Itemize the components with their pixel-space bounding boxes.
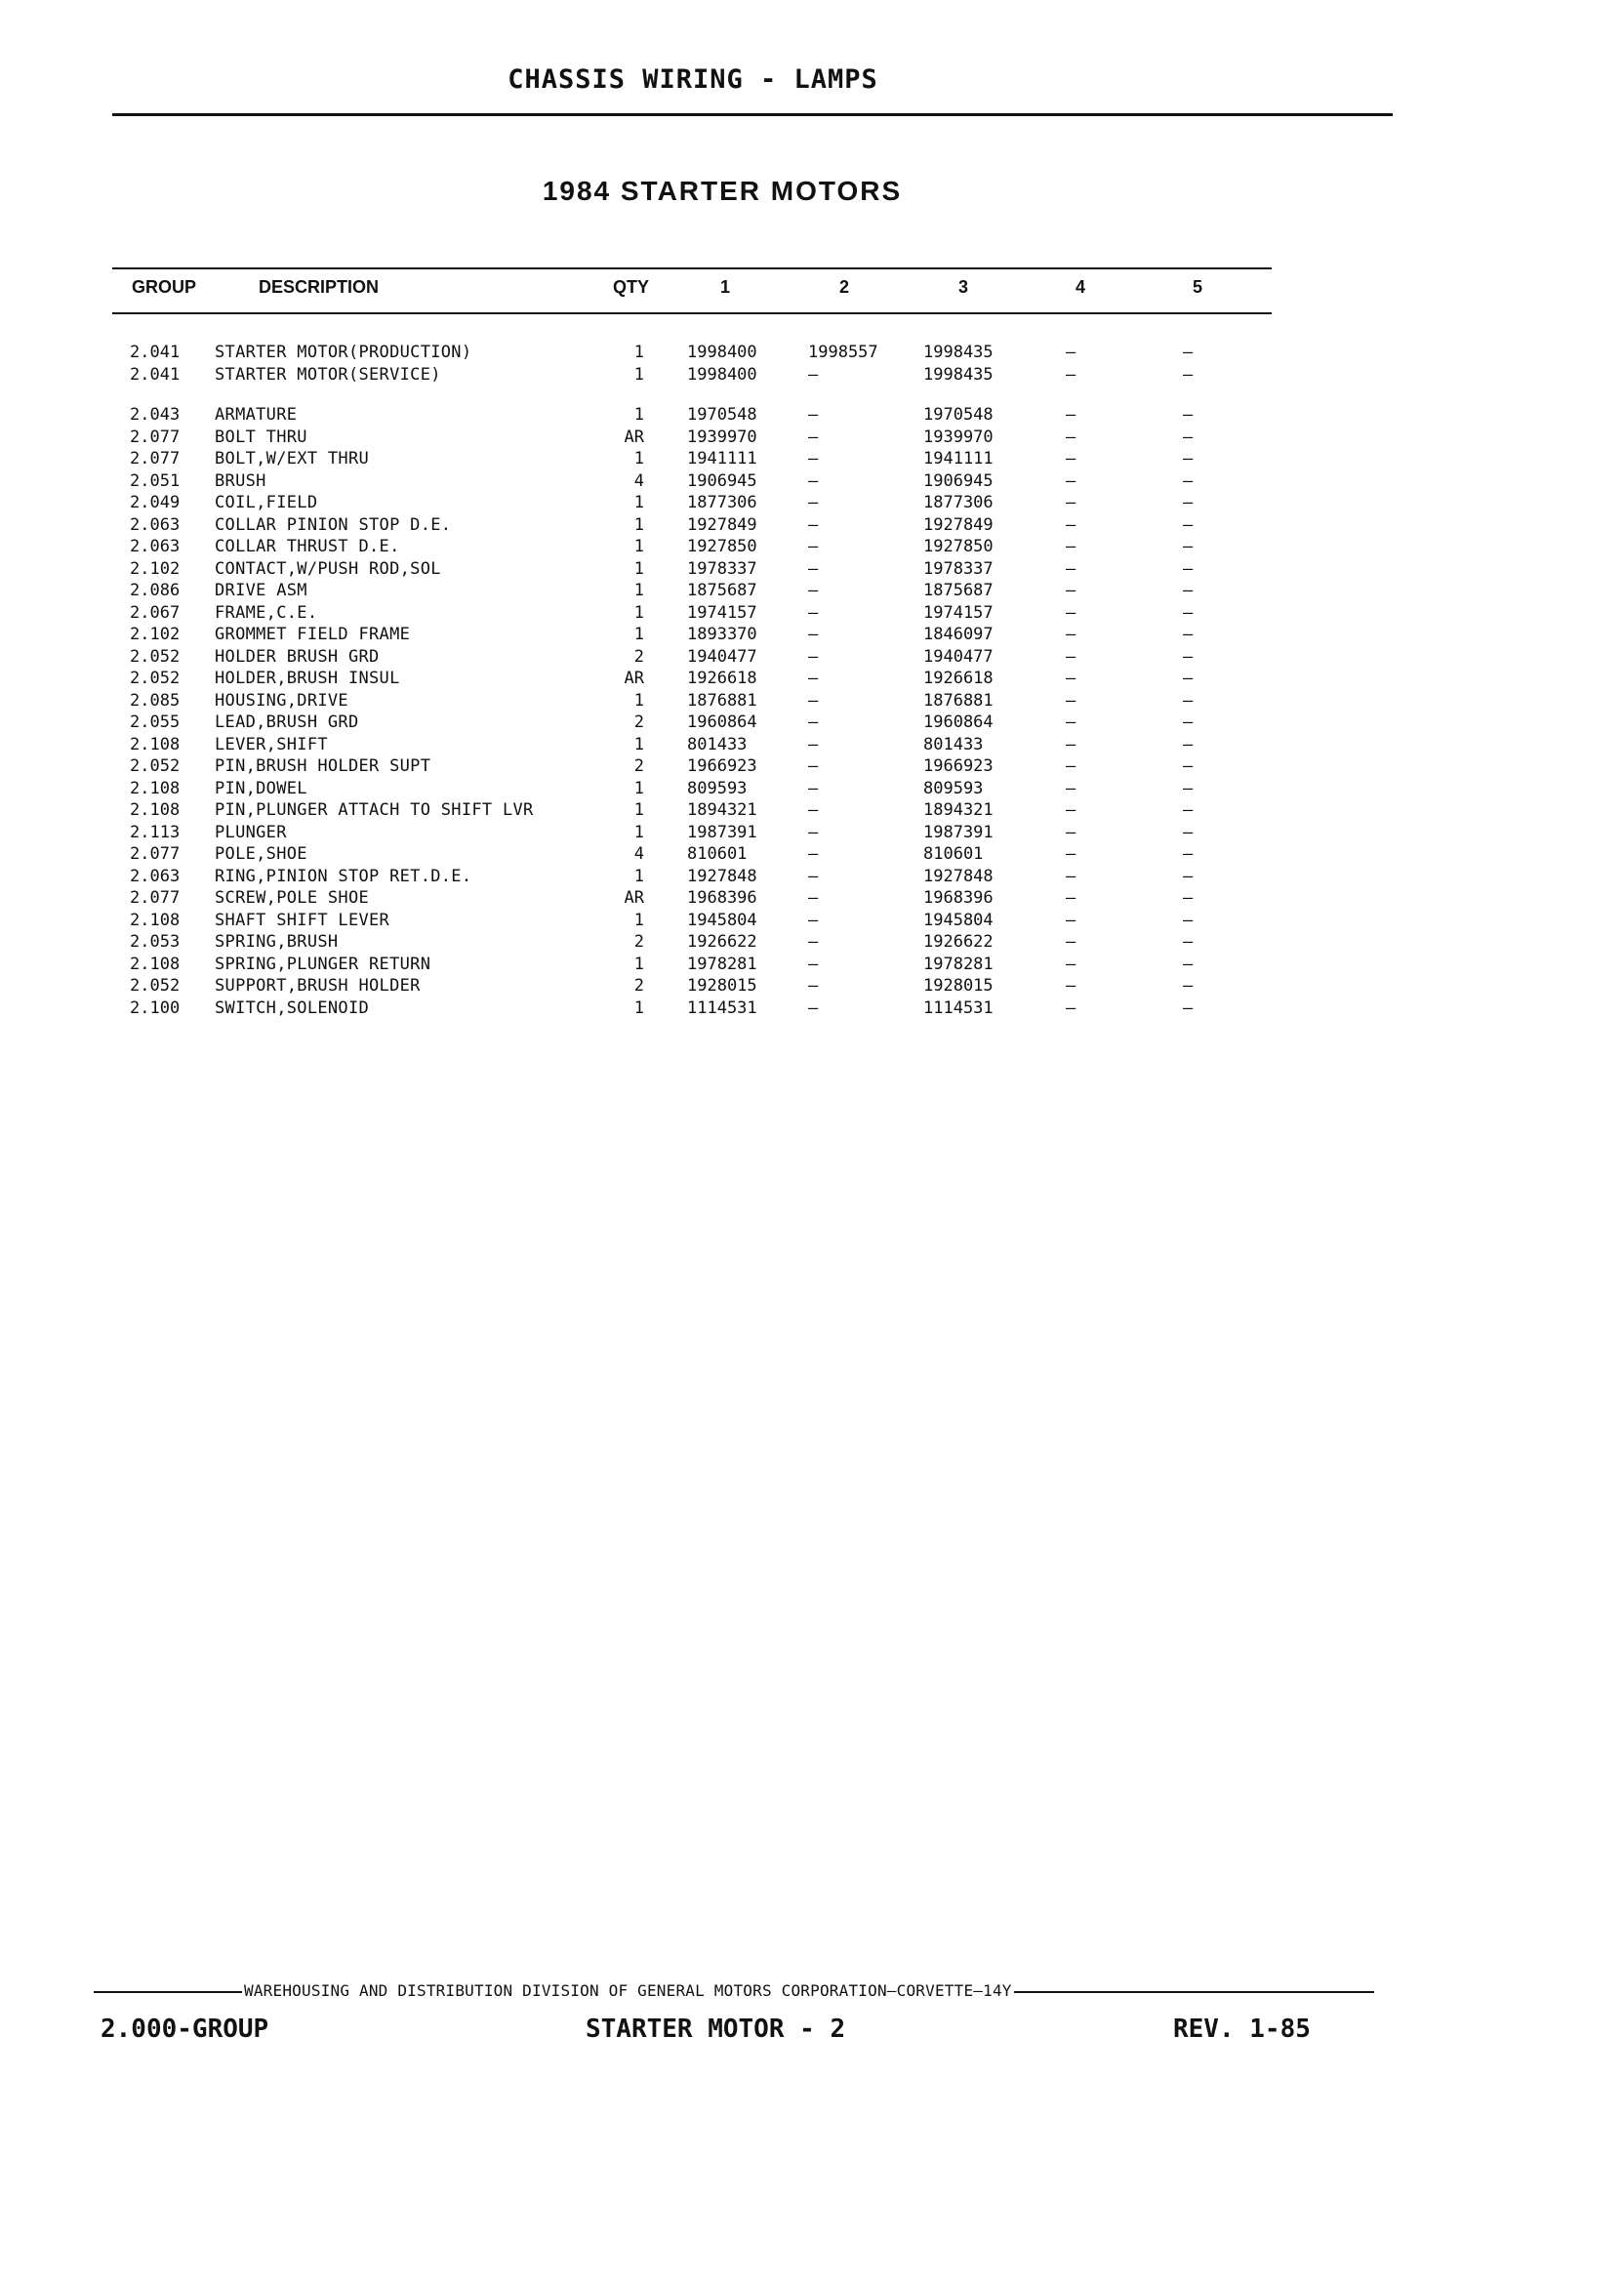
row-group: 2.053 <box>130 932 181 952</box>
row-col-3: 1927849 <box>923 514 994 535</box>
row-qty: 1 <box>633 690 644 711</box>
row-col-3: 1966923 <box>923 756 994 776</box>
row-col-4: — <box>1066 888 1076 908</box>
row-col-5: — <box>1183 602 1194 623</box>
row-qty: 1 <box>633 954 644 974</box>
row-qty: 1 <box>633 537 644 556</box>
column-header-group: GROUP <box>132 277 197 297</box>
row-description: SPRING,PLUNGER RETURN <box>215 954 431 974</box>
row-description: POLE,SHOE <box>215 844 307 864</box>
row-group: 2.041 <box>130 364 181 385</box>
column-header-5: 5 <box>1193 277 1203 297</box>
row-qty: 1 <box>633 449 644 468</box>
row-description: RING,PINION STOP RET.D.E. <box>215 866 472 886</box>
row-description: LEAD,BRUSH GRD <box>215 712 359 732</box>
row-col-1: 1940477 <box>687 646 757 667</box>
row-col-5: — <box>1183 514 1194 535</box>
row-col-3: 1928015 <box>923 976 994 996</box>
column-header-2: 2 <box>839 277 850 297</box>
row-col-3: 1877306 <box>923 493 994 512</box>
row-col-4: — <box>1066 932 1076 952</box>
row-col-4: — <box>1066 537 1076 556</box>
row-qty: 1 <box>633 800 644 820</box>
row-col-2: — <box>808 932 819 952</box>
row-col-5: — <box>1183 449 1194 468</box>
row-col-2: — <box>808 844 819 864</box>
table-row <box>0 470 1624 493</box>
row-col-4: — <box>1066 910 1076 930</box>
row-col-1: 1987391 <box>687 822 757 842</box>
row-col-2: — <box>808 646 819 667</box>
row-group: 2.052 <box>130 646 181 667</box>
row-col-1: 801433 <box>687 734 748 754</box>
row-qty: 2 <box>633 976 644 996</box>
row-col-5: — <box>1183 493 1194 512</box>
row-col-3: 1987391 <box>923 822 994 842</box>
row-qty: 1 <box>633 558 644 579</box>
row-col-5: — <box>1183 954 1194 974</box>
row-col-5: — <box>1183 690 1194 711</box>
row-col-1: 1960864 <box>687 712 757 732</box>
row-description: FRAME,C.E. <box>215 602 318 623</box>
row-col-4: — <box>1066 364 1076 385</box>
table-row <box>0 998 1624 1020</box>
row-col-1: 1893370 <box>687 625 757 644</box>
row-group: 2.077 <box>130 844 181 864</box>
row-group: 2.043 <box>130 405 181 425</box>
row-col-3: 1998435 <box>923 364 994 385</box>
row-group: 2.063 <box>130 537 181 556</box>
row-col-3: 1941111 <box>923 449 994 468</box>
table-row <box>0 536 1624 558</box>
row-col-4: — <box>1066 449 1076 468</box>
row-col-1: 809593 <box>687 778 748 798</box>
row-col-2: — <box>808 625 819 644</box>
row-col-3: 1926618 <box>923 669 994 688</box>
table-row <box>0 668 1624 690</box>
row-qty: 1 <box>633 998 644 1018</box>
column-header-qty: QTY <box>613 277 650 297</box>
row-col-3: 1926622 <box>923 932 994 952</box>
row-col-2: — <box>808 602 819 623</box>
row-col-3: 801433 <box>923 734 984 754</box>
row-col-2: — <box>808 910 819 930</box>
row-qty: 1 <box>633 514 644 535</box>
row-col-5: — <box>1183 669 1194 688</box>
row-col-4: — <box>1066 646 1076 667</box>
column-header-4: 4 <box>1076 277 1086 297</box>
footer-section-label: STARTER MOTOR - 2 <box>586 2015 846 2044</box>
row-col-3: 1945804 <box>923 910 994 930</box>
row-group: 2.108 <box>130 954 181 974</box>
row-group: 2.108 <box>130 778 181 798</box>
row-col-1: 1876881 <box>687 690 757 711</box>
row-col-1: 1978337 <box>687 558 757 579</box>
row-col-4: — <box>1066 690 1076 711</box>
row-qty: 1 <box>633 778 644 798</box>
row-description: PIN,PLUNGER ATTACH TO SHIFT LVR <box>215 800 534 820</box>
row-col-2: — <box>808 690 819 711</box>
row-col-5: — <box>1183 537 1194 556</box>
row-qty: 2 <box>633 646 644 667</box>
row-col-2: — <box>808 954 819 974</box>
row-col-5: — <box>1183 343 1194 362</box>
row-col-1: 1945804 <box>687 910 757 930</box>
row-col-5: — <box>1183 910 1194 930</box>
row-qty: 1 <box>633 625 644 644</box>
header-divider <box>112 113 1393 116</box>
row-col-5: — <box>1183 625 1194 644</box>
row-col-1: 1894321 <box>687 800 757 820</box>
row-col-2: — <box>808 712 819 732</box>
row-col-5: — <box>1183 756 1194 776</box>
row-col-1: 1968396 <box>687 888 757 908</box>
row-col-1: 1998400 <box>687 343 757 362</box>
row-col-3: 809593 <box>923 778 984 798</box>
row-description: BRUSH <box>215 470 266 491</box>
row-group: 2.108 <box>130 800 181 820</box>
row-group: 2.052 <box>130 669 181 688</box>
row-col-2: — <box>808 976 819 996</box>
row-col-3: 1927848 <box>923 866 994 886</box>
row-col-3: 1876881 <box>923 690 994 711</box>
row-col-2: — <box>808 756 819 776</box>
row-col-5: — <box>1183 888 1194 908</box>
row-col-2: — <box>808 364 819 385</box>
row-qty: 1 <box>633 734 644 754</box>
row-group: 2.063 <box>130 514 181 535</box>
row-group: 2.077 <box>130 888 181 908</box>
row-col-2: — <box>808 405 819 425</box>
table-top-rule <box>112 267 1272 269</box>
row-col-1: 1875687 <box>687 581 757 600</box>
row-description: SPRING,BRUSH <box>215 932 339 952</box>
table-row <box>0 755 1624 778</box>
table-row <box>0 799 1624 822</box>
row-col-2: — <box>808 866 819 886</box>
row-col-2: 1998557 <box>808 343 878 362</box>
row-col-4: — <box>1066 343 1076 362</box>
row-col-2: — <box>808 537 819 556</box>
row-col-2: — <box>808 734 819 754</box>
row-col-4: — <box>1066 581 1076 600</box>
row-col-5: — <box>1183 734 1194 754</box>
row-col-5: — <box>1183 932 1194 952</box>
row-description: BOLT,W/EXT THRU <box>215 449 370 468</box>
row-group: 2.077 <box>130 449 181 468</box>
row-description: SUPPORT,BRUSH HOLDER <box>215 976 421 996</box>
table-row <box>0 866 1624 888</box>
row-qty: 1 <box>633 822 644 842</box>
row-col-3: 1998435 <box>923 343 994 362</box>
row-col-3: 1974157 <box>923 602 994 623</box>
table-row <box>0 975 1624 998</box>
row-col-1: 1927850 <box>687 537 757 556</box>
table-body <box>0 342 1624 1019</box>
row-group: 2.102 <box>130 558 181 579</box>
row-description: DRIVE ASM <box>215 581 307 600</box>
row-description: PLUNGER <box>215 822 287 842</box>
row-col-5: — <box>1183 998 1194 1018</box>
column-header-3: 3 <box>958 277 969 297</box>
table-row <box>0 910 1624 932</box>
row-description: BOLT THRU <box>215 427 307 447</box>
row-group: 2.086 <box>130 581 181 600</box>
footer-division-line: WAREHOUSING AND DISTRIBUTION DIVISION OF GENERAL MOTORS CORPORATION—CORVETTE—14Y <box>244 1981 1012 2000</box>
row-col-3: 1970548 <box>923 405 994 425</box>
row-col-3: 1114531 <box>923 998 994 1018</box>
row-col-4: — <box>1066 669 1076 688</box>
row-col-1: 1978281 <box>687 954 757 974</box>
table-row <box>0 887 1624 910</box>
row-group: 2.063 <box>130 866 181 886</box>
row-description: HOLDER,BRUSH INSUL <box>215 669 400 688</box>
row-col-2: — <box>808 778 819 798</box>
row-col-1: 1941111 <box>687 449 757 468</box>
row-description: COLLAR THRUST D.E. <box>215 537 400 556</box>
row-qty: 1 <box>633 602 644 623</box>
row-col-5: — <box>1183 712 1194 732</box>
row-col-5: — <box>1183 405 1194 425</box>
row-group: 2.102 <box>130 625 181 644</box>
row-qty: 1 <box>633 581 644 600</box>
table-row <box>0 931 1624 954</box>
row-description: GROMMET FIELD FRAME <box>215 625 411 644</box>
row-group: 2.052 <box>130 756 181 776</box>
row-col-3: 1875687 <box>923 581 994 600</box>
row-col-1: 1974157 <box>687 602 757 623</box>
row-col-2: — <box>808 822 819 842</box>
row-description: PIN,BRUSH HOLDER SUPT <box>215 756 431 776</box>
row-qty: 1 <box>633 493 644 512</box>
table-row <box>0 734 1624 756</box>
row-col-5: — <box>1183 581 1194 600</box>
row-col-5: — <box>1183 822 1194 842</box>
row-col-4: — <box>1066 998 1076 1018</box>
table-row <box>0 364 1624 387</box>
row-col-1: 1966923 <box>687 756 757 776</box>
row-col-2: — <box>808 669 819 688</box>
row-col-4: — <box>1066 976 1076 996</box>
table-row <box>0 448 1624 470</box>
row-col-4: — <box>1066 514 1076 535</box>
page-title: 1984 STARTER MOTORS <box>542 176 903 206</box>
row-col-4: — <box>1066 822 1076 842</box>
row-col-4: — <box>1066 558 1076 579</box>
table-row <box>0 342 1624 364</box>
row-col-4: — <box>1066 954 1076 974</box>
row-qty: AR <box>624 888 644 908</box>
column-header-description: DESCRIPTION <box>259 277 380 297</box>
row-group: 2.108 <box>130 910 181 930</box>
table-row <box>0 822 1624 844</box>
row-qty: 4 <box>633 844 644 864</box>
row-col-1: 1114531 <box>687 998 757 1018</box>
row-col-5: — <box>1183 427 1194 447</box>
row-qty: 4 <box>633 470 644 491</box>
row-group: 2.052 <box>130 976 181 996</box>
row-qty: 1 <box>633 343 644 362</box>
table-row <box>0 646 1624 669</box>
row-col-1: 1998400 <box>687 364 757 385</box>
row-col-3: 1939970 <box>923 427 994 447</box>
row-group: 2.108 <box>130 734 181 754</box>
row-col-2: — <box>808 514 819 535</box>
row-col-1: 1928015 <box>687 976 757 996</box>
row-col-2: — <box>808 427 819 447</box>
row-col-2: — <box>808 493 819 512</box>
row-col-5: — <box>1183 778 1194 798</box>
row-col-5: — <box>1183 866 1194 886</box>
table-row <box>0 778 1624 800</box>
row-col-1: 1970548 <box>687 405 757 425</box>
row-description: LEVER,SHIFT <box>215 734 328 754</box>
row-description: HOLDER BRUSH GRD <box>215 646 380 667</box>
row-col-4: — <box>1066 493 1076 512</box>
row-col-3: 1846097 <box>923 625 994 644</box>
row-description: PIN,DOWEL <box>215 778 307 798</box>
table-header-rule <box>112 312 1272 314</box>
row-qty: 2 <box>633 932 644 952</box>
row-col-4: — <box>1066 625 1076 644</box>
row-group: 2.077 <box>130 427 181 447</box>
footer-group-label: 2.000-GROUP <box>101 2015 269 2044</box>
table-row <box>0 954 1624 976</box>
row-col-2: — <box>808 449 819 468</box>
row-qty: 1 <box>633 364 644 385</box>
row-qty: AR <box>624 427 644 447</box>
row-col-1: 810601 <box>687 844 748 864</box>
row-col-4: — <box>1066 866 1076 886</box>
row-qty: 1 <box>633 910 644 930</box>
row-col-3: 1927850 <box>923 537 994 556</box>
row-qty: AR <box>624 669 644 688</box>
row-description: HOUSING,DRIVE <box>215 690 348 711</box>
row-col-4: — <box>1066 470 1076 491</box>
row-group: 2.085 <box>130 690 181 711</box>
row-col-5: — <box>1183 558 1194 579</box>
row-col-3: 810601 <box>923 844 984 864</box>
row-qty: 2 <box>633 712 644 732</box>
row-description: COIL,FIELD <box>215 493 318 512</box>
row-col-3: 1978281 <box>923 954 994 974</box>
row-description: STARTER MOTOR(SERVICE) <box>215 364 441 385</box>
row-col-1: 1926622 <box>687 932 757 952</box>
row-description: COLLAR PINION STOP D.E. <box>215 514 452 535</box>
row-description: SWITCH,SOLENOID <box>215 998 370 1018</box>
table-row <box>0 492 1624 514</box>
row-col-5: — <box>1183 364 1194 385</box>
row-col-3: 1906945 <box>923 470 994 491</box>
table-row <box>0 602 1624 625</box>
row-description: SHAFT SHIFT LEVER <box>215 910 390 930</box>
row-group: 2.100 <box>130 998 181 1018</box>
row-description: ARMATURE <box>215 405 298 425</box>
row-qty: 2 <box>633 756 644 776</box>
table-row <box>0 580 1624 602</box>
table-row <box>0 712 1624 734</box>
row-col-4: — <box>1066 778 1076 798</box>
section-title: CHASSIS WIRING - LAMPS <box>508 64 878 95</box>
row-col-4: — <box>1066 734 1076 754</box>
table-row <box>0 843 1624 866</box>
row-qty: 1 <box>633 866 644 886</box>
row-col-4: — <box>1066 844 1076 864</box>
row-col-5: — <box>1183 976 1194 996</box>
row-col-2: — <box>808 558 819 579</box>
table-row <box>0 427 1624 449</box>
row-group: 2.041 <box>130 343 181 362</box>
row-group: 2.113 <box>130 822 181 842</box>
row-qty: 1 <box>633 405 644 425</box>
row-description: STARTER MOTOR(PRODUCTION) <box>215 343 472 362</box>
row-col-5: — <box>1183 844 1194 864</box>
row-col-2: — <box>808 581 819 600</box>
row-col-1: 1939970 <box>687 427 757 447</box>
row-group: 2.055 <box>130 712 181 732</box>
row-group: 2.051 <box>130 470 181 491</box>
row-spacer <box>0 386 1624 404</box>
row-col-3: 1978337 <box>923 558 994 579</box>
row-col-4: — <box>1066 602 1076 623</box>
table-row <box>0 404 1624 427</box>
row-col-1: 1906945 <box>687 470 757 491</box>
table-row <box>0 558 1624 581</box>
row-group: 2.067 <box>130 602 181 623</box>
row-description: CONTACT,W/PUSH ROD,SOL <box>215 558 441 579</box>
row-col-1: 1926618 <box>687 669 757 688</box>
row-col-3: 1894321 <box>923 800 994 820</box>
row-col-2: — <box>808 470 819 491</box>
row-col-1: 1927848 <box>687 866 757 886</box>
row-col-3: 1968396 <box>923 888 994 908</box>
table-row <box>0 624 1624 646</box>
row-col-5: — <box>1183 470 1194 491</box>
row-col-3: 1960864 <box>923 712 994 732</box>
row-col-2: — <box>808 888 819 908</box>
row-col-1: 1877306 <box>687 493 757 512</box>
row-col-4: — <box>1066 427 1076 447</box>
row-col-4: — <box>1066 405 1076 425</box>
row-col-4: — <box>1066 712 1076 732</box>
row-col-2: — <box>808 800 819 820</box>
row-description: SCREW,POLE SHOE <box>215 888 370 908</box>
column-header-1: 1 <box>720 277 731 297</box>
table-row <box>0 514 1624 537</box>
row-col-2: — <box>808 998 819 1018</box>
row-col-5: — <box>1183 646 1194 667</box>
row-col-4: — <box>1066 800 1076 820</box>
table-row <box>0 690 1624 712</box>
row-col-1: 1927849 <box>687 514 757 535</box>
row-group: 2.049 <box>130 493 181 512</box>
row-col-5: — <box>1183 800 1194 820</box>
footer-revision: REV. 1-85 <box>1173 2015 1311 2044</box>
row-col-4: — <box>1066 756 1076 776</box>
row-col-3: 1940477 <box>923 646 994 667</box>
